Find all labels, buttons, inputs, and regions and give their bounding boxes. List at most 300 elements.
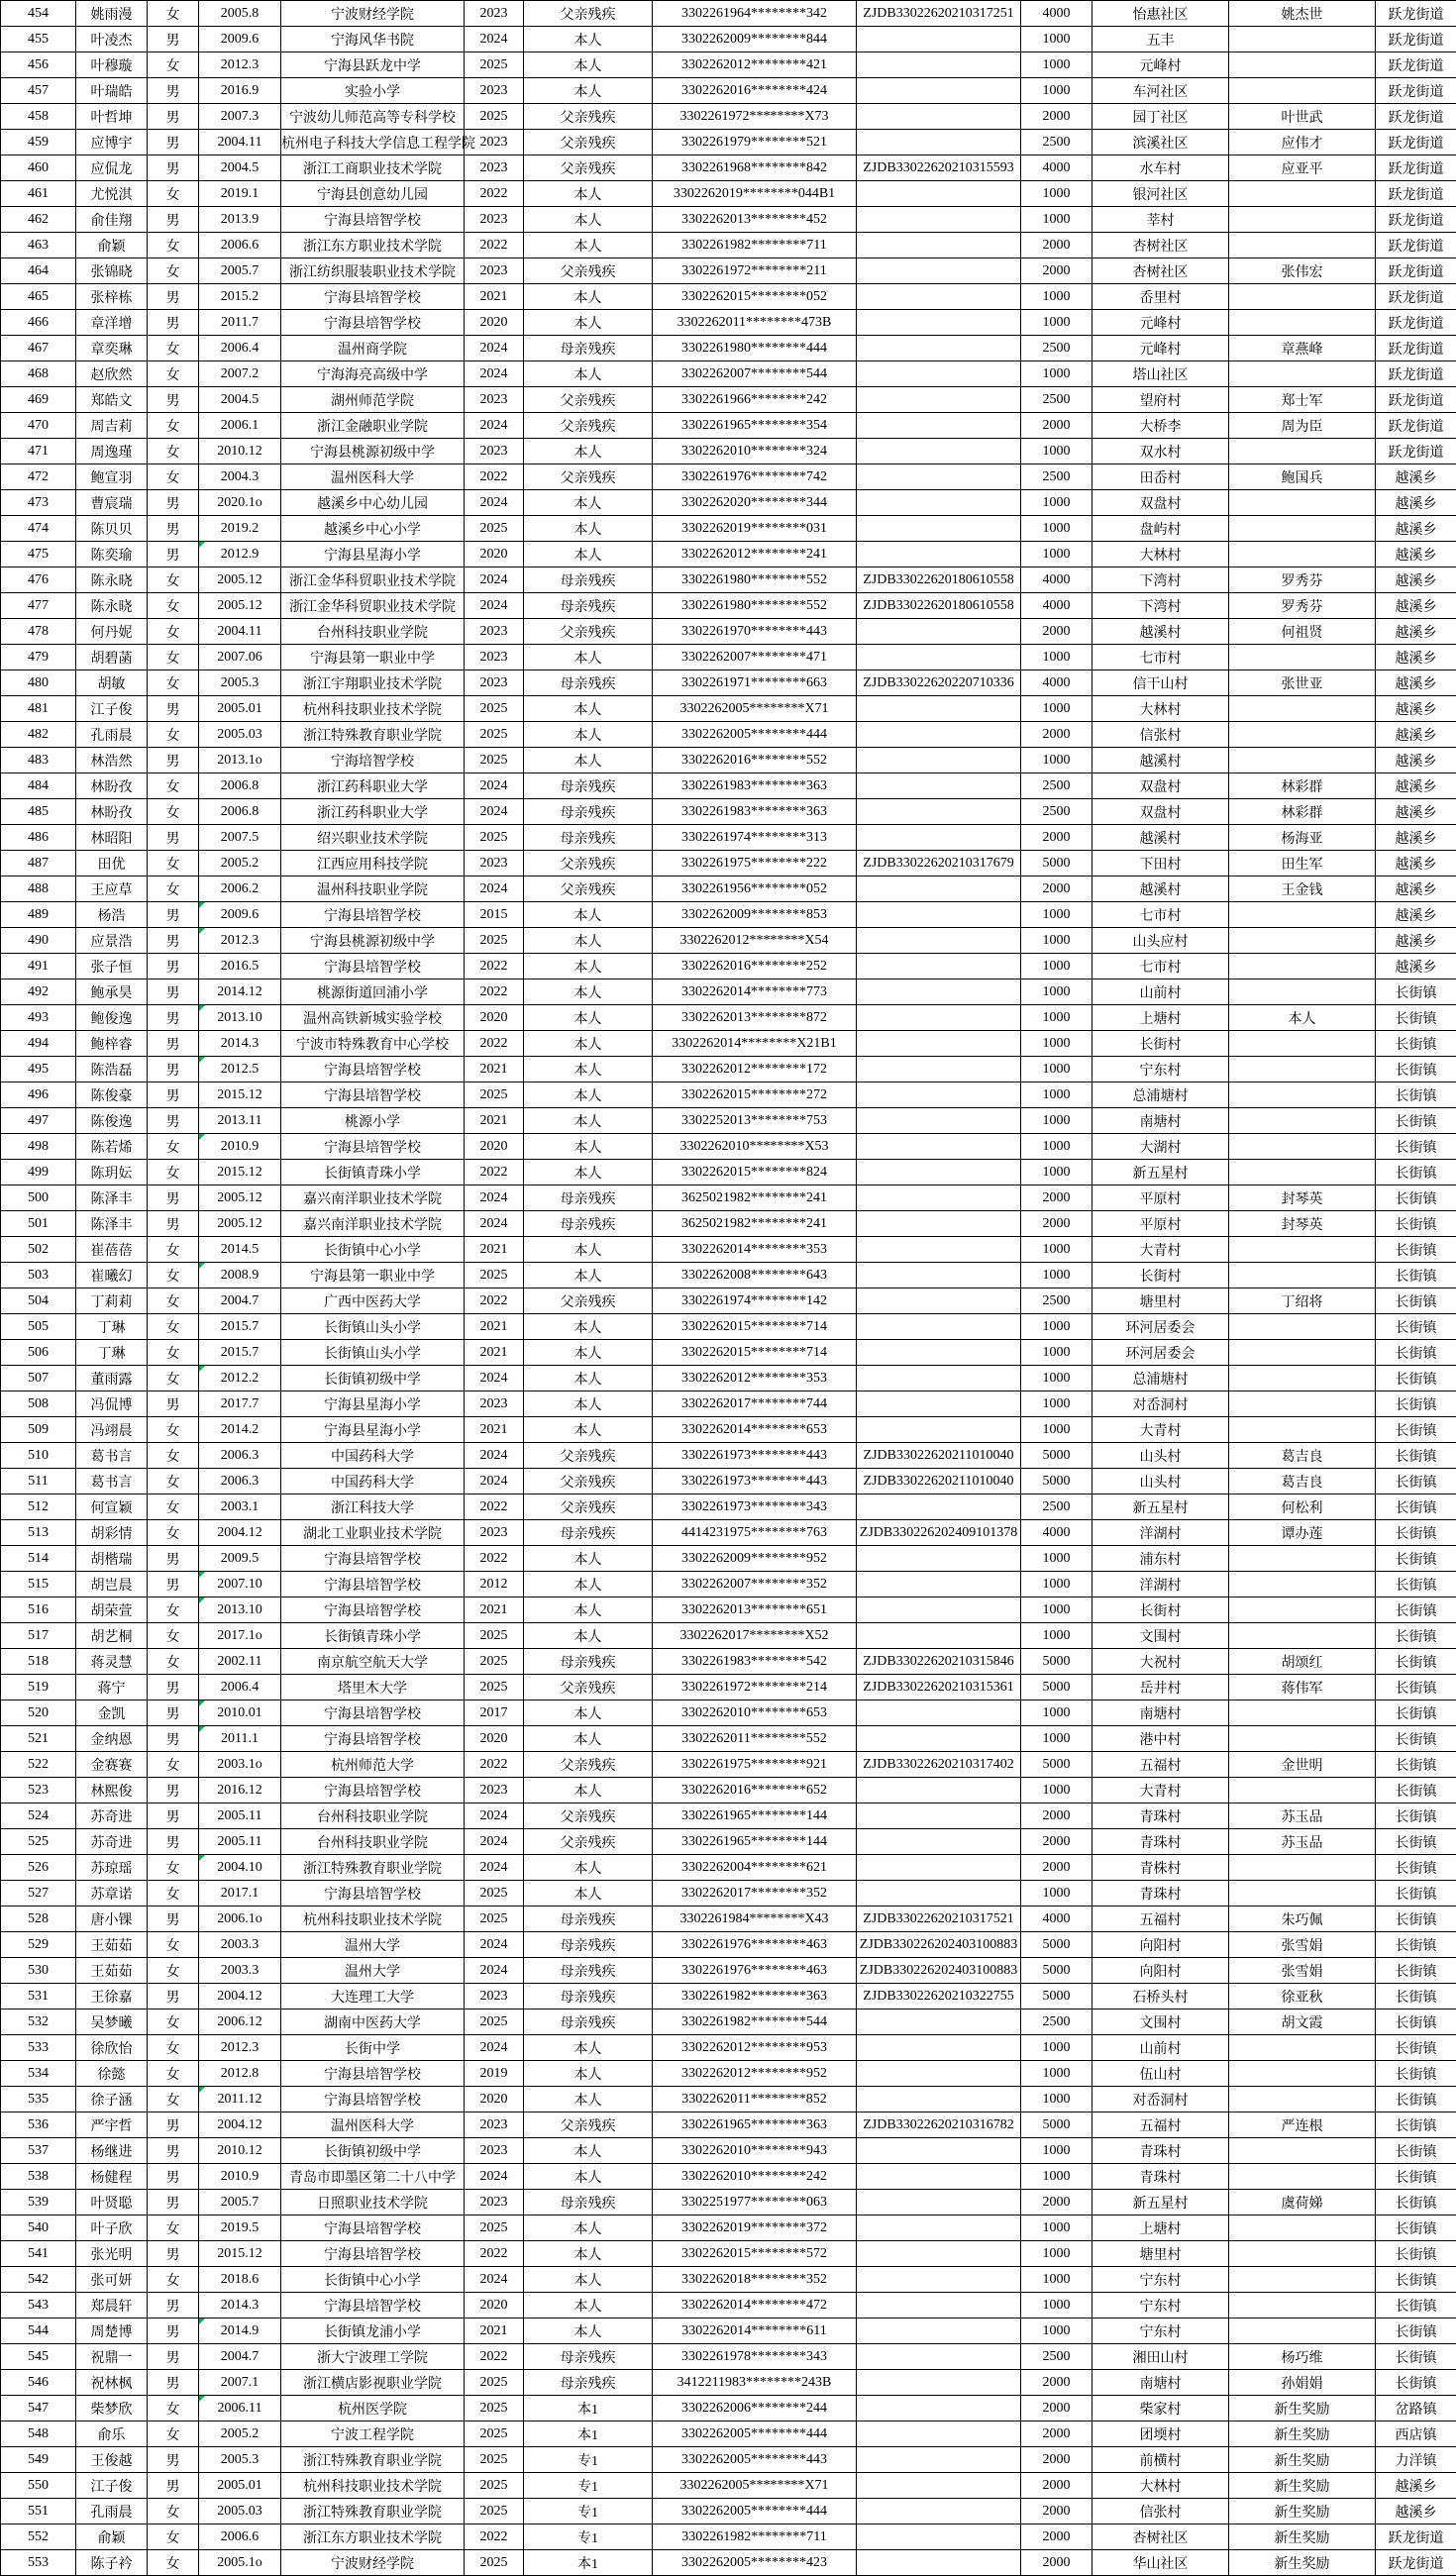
cell-amount[interactable] xyxy=(1021,1057,1092,1082)
cell-birth-date[interactable] xyxy=(199,2344,281,2370)
cell-remark[interactable] xyxy=(1229,2061,1376,2087)
cell-index[interactable] xyxy=(1,1031,76,1057)
cell-index[interactable] xyxy=(1,27,76,52)
cell-name[interactable] xyxy=(76,2524,148,2550)
cell-birth-date[interactable] xyxy=(199,1597,281,1623)
cell-amount[interactable] xyxy=(1021,1675,1092,1700)
cell-village[interactable] xyxy=(1092,1108,1229,1134)
cell-gender[interactable] xyxy=(148,825,199,851)
cell-beneficiary-type[interactable] xyxy=(524,928,653,954)
cell-village[interactable] xyxy=(1092,181,1229,207)
cell-name[interactable] xyxy=(76,1417,148,1443)
cell-gender[interactable] xyxy=(148,670,199,696)
cell-name[interactable] xyxy=(76,1597,148,1623)
cell-birth-date[interactable] xyxy=(199,284,281,310)
cell-birth-date[interactable] xyxy=(199,1752,281,1778)
cell-remark[interactable] xyxy=(1229,2215,1376,2241)
cell-gender[interactable] xyxy=(148,2267,199,2293)
cell-index[interactable] xyxy=(1,155,76,181)
cell-remark[interactable] xyxy=(1229,979,1376,1005)
cell-id-number[interactable] xyxy=(653,336,857,361)
cell-school[interactable] xyxy=(281,1134,465,1160)
cell-amount[interactable] xyxy=(1021,2447,1092,2473)
cell-index[interactable] xyxy=(1,1,76,27)
cell-gender[interactable] xyxy=(148,130,199,155)
cell-amount[interactable] xyxy=(1021,928,1092,954)
cell-index[interactable] xyxy=(1,413,76,439)
cell-township[interactable] xyxy=(1376,1,1456,27)
cell-birth-date[interactable] xyxy=(199,1494,281,1520)
cell-township[interactable] xyxy=(1376,799,1456,825)
cell-beneficiary-type[interactable] xyxy=(524,1237,653,1263)
cell-name[interactable] xyxy=(76,2370,148,2396)
cell-amount[interactable] xyxy=(1021,1649,1092,1675)
cell-beneficiary-type[interactable] xyxy=(524,2318,653,2344)
cell-grant-year[interactable] xyxy=(465,1906,524,1932)
cell-remark[interactable] xyxy=(1229,1494,1376,1520)
cell-name[interactable] xyxy=(76,1984,148,2009)
cell-subsidy-code[interactable] xyxy=(857,722,1021,748)
cell-amount[interactable] xyxy=(1021,1005,1092,1031)
cell-remark[interactable] xyxy=(1229,1417,1376,1443)
cell-gender[interactable] xyxy=(148,490,199,516)
cell-index[interactable] xyxy=(1,2241,76,2267)
cell-gender[interactable] xyxy=(148,1288,199,1314)
cell-subsidy-code[interactable] xyxy=(857,2267,1021,2293)
cell-township[interactable] xyxy=(1376,2473,1456,2499)
cell-id-number[interactable] xyxy=(653,928,857,954)
cell-beneficiary-type[interactable] xyxy=(524,670,653,696)
cell-gender[interactable] xyxy=(148,1469,199,1494)
cell-index[interactable] xyxy=(1,1675,76,1700)
cell-name[interactable] xyxy=(76,2318,148,2344)
cell-grant-year[interactable] xyxy=(465,1932,524,1958)
cell-grant-year[interactable] xyxy=(465,1,524,27)
cell-gender[interactable] xyxy=(148,928,199,954)
cell-index[interactable] xyxy=(1,928,76,954)
cell-id-number[interactable] xyxy=(653,1572,857,1597)
cell-id-number[interactable] xyxy=(653,2061,857,2087)
cell-subsidy-code[interactable] xyxy=(857,567,1021,593)
cell-id-number[interactable] xyxy=(653,233,857,258)
cell-amount[interactable] xyxy=(1021,1932,1092,1958)
cell-amount[interactable] xyxy=(1021,2035,1092,2061)
cell-remark[interactable] xyxy=(1229,1649,1376,1675)
cell-remark[interactable] xyxy=(1229,336,1376,361)
cell-remark[interactable] xyxy=(1229,1829,1376,1855)
cell-village[interactable] xyxy=(1092,2499,1229,2524)
cell-remark[interactable] xyxy=(1229,1108,1376,1134)
cell-id-number[interactable] xyxy=(653,851,857,876)
cell-subsidy-code[interactable] xyxy=(857,1494,1021,1520)
cell-name[interactable] xyxy=(76,52,148,78)
cell-school[interactable] xyxy=(281,542,465,567)
cell-school[interactable] xyxy=(281,902,465,928)
cell-birth-date[interactable] xyxy=(199,361,281,387)
cell-beneficiary-type[interactable] xyxy=(524,1288,653,1314)
cell-remark[interactable] xyxy=(1229,773,1376,799)
cell-township[interactable] xyxy=(1376,2112,1456,2138)
cell-name[interactable] xyxy=(76,542,148,567)
cell-amount[interactable] xyxy=(1021,799,1092,825)
cell-township[interactable] xyxy=(1376,104,1456,130)
cell-name[interactable] xyxy=(76,104,148,130)
cell-name[interactable] xyxy=(76,1,148,27)
cell-remark[interactable] xyxy=(1229,464,1376,490)
cell-birth-date[interactable] xyxy=(199,1675,281,1700)
cell-index[interactable] xyxy=(1,1958,76,1984)
cell-beneficiary-type[interactable] xyxy=(524,876,653,902)
cell-beneficiary-type[interactable] xyxy=(524,696,653,722)
cell-name[interactable] xyxy=(76,979,148,1005)
cell-gender[interactable] xyxy=(148,696,199,722)
cell-gender[interactable] xyxy=(148,387,199,413)
cell-township[interactable] xyxy=(1376,2035,1456,2061)
cell-birth-date[interactable] xyxy=(199,593,281,619)
cell-beneficiary-type[interactable] xyxy=(524,2293,653,2318)
cell-beneficiary-type[interactable] xyxy=(524,619,653,645)
cell-id-number[interactable] xyxy=(653,104,857,130)
cell-school[interactable] xyxy=(281,2035,465,2061)
cell-remark[interactable] xyxy=(1229,825,1376,851)
cell-name[interactable] xyxy=(76,1778,148,1803)
cell-name[interactable] xyxy=(76,2396,148,2421)
cell-id-number[interactable] xyxy=(653,2550,857,2576)
cell-subsidy-code[interactable] xyxy=(857,1649,1021,1675)
cell-township[interactable] xyxy=(1376,130,1456,155)
cell-beneficiary-type[interactable] xyxy=(524,1597,653,1623)
cell-grant-year[interactable] xyxy=(465,851,524,876)
cell-subsidy-code[interactable] xyxy=(857,155,1021,181)
cell-township[interactable] xyxy=(1376,181,1456,207)
cell-school[interactable] xyxy=(281,748,465,773)
cell-id-number[interactable] xyxy=(653,2164,857,2190)
cell-subsidy-code[interactable] xyxy=(857,1237,1021,1263)
cell-amount[interactable] xyxy=(1021,670,1092,696)
cell-village[interactable] xyxy=(1092,2190,1229,2215)
cell-village[interactable] xyxy=(1092,1366,1229,1391)
cell-gender[interactable] xyxy=(148,2061,199,2087)
cell-school[interactable] xyxy=(281,1160,465,1185)
cell-remark[interactable] xyxy=(1229,1469,1376,1494)
cell-township[interactable] xyxy=(1376,1340,1456,1366)
cell-amount[interactable] xyxy=(1021,1752,1092,1778)
cell-remark[interactable] xyxy=(1229,2421,1376,2447)
cell-index[interactable] xyxy=(1,361,76,387)
cell-name[interactable] xyxy=(76,1469,148,1494)
cell-grant-year[interactable] xyxy=(465,1314,524,1340)
cell-subsidy-code[interactable] xyxy=(857,645,1021,670)
cell-id-number[interactable] xyxy=(653,1520,857,1546)
cell-village[interactable] xyxy=(1092,1778,1229,1803)
cell-school[interactable] xyxy=(281,2447,465,2473)
cell-gender[interactable] xyxy=(148,567,199,593)
cell-amount[interactable] xyxy=(1021,1726,1092,1752)
cell-beneficiary-type[interactable] xyxy=(524,1675,653,1700)
cell-amount[interactable] xyxy=(1021,748,1092,773)
cell-amount[interactable] xyxy=(1021,1211,1092,1237)
cell-index[interactable] xyxy=(1,1829,76,1855)
cell-remark[interactable] xyxy=(1229,181,1376,207)
cell-village[interactable] xyxy=(1092,2344,1229,2370)
cell-amount[interactable] xyxy=(1021,1263,1092,1288)
cell-amount[interactable] xyxy=(1021,2215,1092,2241)
cell-village[interactable] xyxy=(1092,567,1229,593)
cell-village[interactable] xyxy=(1092,258,1229,284)
cell-beneficiary-type[interactable] xyxy=(524,2499,653,2524)
cell-gender[interactable] xyxy=(148,1263,199,1288)
cell-grant-year[interactable] xyxy=(465,1288,524,1314)
cell-amount[interactable] xyxy=(1021,1082,1092,1108)
cell-birth-date[interactable] xyxy=(199,2112,281,2138)
cell-subsidy-code[interactable] xyxy=(857,284,1021,310)
cell-township[interactable] xyxy=(1376,722,1456,748)
cell-township[interactable] xyxy=(1376,155,1456,181)
cell-township[interactable] xyxy=(1376,1185,1456,1211)
cell-gender[interactable] xyxy=(148,233,199,258)
cell-birth-date[interactable] xyxy=(199,2061,281,2087)
cell-beneficiary-type[interactable] xyxy=(524,1469,653,1494)
cell-remark[interactable] xyxy=(1229,2550,1376,2576)
cell-township[interactable] xyxy=(1376,1778,1456,1803)
cell-remark[interactable] xyxy=(1229,1881,1376,1906)
cell-school[interactable] xyxy=(281,1417,465,1443)
cell-index[interactable] xyxy=(1,1520,76,1546)
cell-school[interactable] xyxy=(281,361,465,387)
cell-remark[interactable] xyxy=(1229,413,1376,439)
cell-beneficiary-type[interactable] xyxy=(524,2035,653,2061)
cell-township[interactable] xyxy=(1376,2267,1456,2293)
cell-birth-date[interactable] xyxy=(199,2035,281,2061)
cell-school[interactable] xyxy=(281,2524,465,2550)
cell-birth-date[interactable] xyxy=(199,1984,281,2009)
cell-gender[interactable] xyxy=(148,2009,199,2035)
cell-subsidy-code[interactable] xyxy=(857,2447,1021,2473)
cell-amount[interactable] xyxy=(1021,876,1092,902)
cell-gender[interactable] xyxy=(148,851,199,876)
cell-remark[interactable] xyxy=(1229,1211,1376,1237)
cell-birth-date[interactable] xyxy=(199,2550,281,2576)
cell-remark[interactable] xyxy=(1229,2447,1376,2473)
cell-grant-year[interactable] xyxy=(465,1623,524,1649)
cell-name[interactable] xyxy=(76,696,148,722)
cell-name[interactable] xyxy=(76,1160,148,1185)
cell-id-number[interactable] xyxy=(653,2396,857,2421)
cell-name[interactable] xyxy=(76,207,148,233)
cell-school[interactable] xyxy=(281,2164,465,2190)
cell-grant-year[interactable] xyxy=(465,1134,524,1160)
cell-beneficiary-type[interactable] xyxy=(524,52,653,78)
cell-township[interactable] xyxy=(1376,1572,1456,1597)
cell-remark[interactable] xyxy=(1229,130,1376,155)
cell-amount[interactable] xyxy=(1021,1160,1092,1185)
cell-school[interactable] xyxy=(281,2138,465,2164)
cell-grant-year[interactable] xyxy=(465,52,524,78)
cell-birth-date[interactable] xyxy=(199,2318,281,2344)
cell-township[interactable] xyxy=(1376,928,1456,954)
cell-id-number[interactable] xyxy=(653,464,857,490)
cell-school[interactable] xyxy=(281,27,465,52)
cell-subsidy-code[interactable] xyxy=(857,1803,1021,1829)
cell-gender[interactable] xyxy=(148,1340,199,1366)
cell-remark[interactable] xyxy=(1229,1237,1376,1263)
cell-amount[interactable] xyxy=(1021,1906,1092,1932)
cell-grant-year[interactable] xyxy=(465,2215,524,2241)
cell-beneficiary-type[interactable] xyxy=(524,1,653,27)
cell-school[interactable] xyxy=(281,1649,465,1675)
cell-beneficiary-type[interactable] xyxy=(524,130,653,155)
cell-birth-date[interactable] xyxy=(199,1031,281,1057)
cell-school[interactable] xyxy=(281,593,465,619)
cell-township[interactable] xyxy=(1376,413,1456,439)
cell-grant-year[interactable] xyxy=(465,645,524,670)
cell-beneficiary-type[interactable] xyxy=(524,490,653,516)
cell-id-number[interactable] xyxy=(653,1211,857,1237)
cell-name[interactable] xyxy=(76,130,148,155)
cell-birth-date[interactable] xyxy=(199,851,281,876)
cell-beneficiary-type[interactable] xyxy=(524,2396,653,2421)
cell-village[interactable] xyxy=(1092,52,1229,78)
cell-index[interactable] xyxy=(1,104,76,130)
cell-beneficiary-type[interactable] xyxy=(524,2524,653,2550)
cell-subsidy-code[interactable] xyxy=(857,1829,1021,1855)
cell-beneficiary-type[interactable] xyxy=(524,1031,653,1057)
cell-subsidy-code[interactable] xyxy=(857,1108,1021,1134)
cell-name[interactable] xyxy=(76,1958,148,1984)
cell-beneficiary-type[interactable] xyxy=(524,1829,653,1855)
cell-gender[interactable] xyxy=(148,361,199,387)
cell-index[interactable] xyxy=(1,1803,76,1829)
cell-birth-date[interactable] xyxy=(199,1366,281,1391)
cell-index[interactable] xyxy=(1,619,76,645)
cell-gender[interactable] xyxy=(148,310,199,336)
cell-gender[interactable] xyxy=(148,1211,199,1237)
cell-village[interactable] xyxy=(1092,1520,1229,1546)
cell-index[interactable] xyxy=(1,1443,76,1469)
cell-name[interactable] xyxy=(76,722,148,748)
cell-subsidy-code[interactable] xyxy=(857,979,1021,1005)
cell-beneficiary-type[interactable] xyxy=(524,851,653,876)
cell-village[interactable] xyxy=(1092,1546,1229,1572)
cell-name[interactable] xyxy=(76,1881,148,1906)
cell-grant-year[interactable] xyxy=(465,413,524,439)
cell-remark[interactable] xyxy=(1229,233,1376,258)
cell-amount[interactable] xyxy=(1021,1,1092,27)
cell-beneficiary-type[interactable] xyxy=(524,1520,653,1546)
cell-school[interactable] xyxy=(281,1752,465,1778)
cell-village[interactable] xyxy=(1092,464,1229,490)
cell-school[interactable] xyxy=(281,207,465,233)
cell-school[interactable] xyxy=(281,928,465,954)
cell-township[interactable] xyxy=(1376,2190,1456,2215)
cell-index[interactable] xyxy=(1,336,76,361)
cell-beneficiary-type[interactable] xyxy=(524,2550,653,2576)
cell-school[interactable] xyxy=(281,1211,465,1237)
cell-beneficiary-type[interactable] xyxy=(524,722,653,748)
cell-village[interactable] xyxy=(1092,439,1229,464)
cell-grant-year[interactable] xyxy=(465,2138,524,2164)
cell-grant-year[interactable] xyxy=(465,2164,524,2190)
cell-township[interactable] xyxy=(1376,1237,1456,1263)
cell-township[interactable] xyxy=(1376,336,1456,361)
cell-remark[interactable] xyxy=(1229,52,1376,78)
cell-village[interactable] xyxy=(1092,361,1229,387)
cell-gender[interactable] xyxy=(148,1855,199,1881)
cell-id-number[interactable] xyxy=(653,1649,857,1675)
cell-school[interactable] xyxy=(281,1340,465,1366)
cell-id-number[interactable] xyxy=(653,645,857,670)
cell-subsidy-code[interactable] xyxy=(857,2164,1021,2190)
cell-school[interactable] xyxy=(281,1185,465,1211)
cell-gender[interactable] xyxy=(148,1417,199,1443)
cell-township[interactable] xyxy=(1376,387,1456,413)
cell-id-number[interactable] xyxy=(653,1726,857,1752)
cell-remark[interactable] xyxy=(1229,78,1376,104)
cell-birth-date[interactable] xyxy=(199,645,281,670)
cell-index[interactable] xyxy=(1,542,76,567)
cell-beneficiary-type[interactable] xyxy=(524,1108,653,1134)
cell-id-number[interactable] xyxy=(653,1108,857,1134)
cell-subsidy-code[interactable] xyxy=(857,876,1021,902)
cell-birth-date[interactable] xyxy=(199,1803,281,1829)
cell-birth-date[interactable] xyxy=(199,490,281,516)
cell-school[interactable] xyxy=(281,1829,465,1855)
cell-grant-year[interactable] xyxy=(465,2344,524,2370)
cell-township[interactable] xyxy=(1376,516,1456,542)
cell-name[interactable] xyxy=(76,1005,148,1031)
cell-name[interactable] xyxy=(76,258,148,284)
cell-name[interactable] xyxy=(76,1752,148,1778)
cell-remark[interactable] xyxy=(1229,645,1376,670)
cell-index[interactable] xyxy=(1,1469,76,1494)
cell-amount[interactable] xyxy=(1021,722,1092,748)
cell-village[interactable] xyxy=(1092,1288,1229,1314)
cell-village[interactable] xyxy=(1092,2267,1229,2293)
cell-grant-year[interactable] xyxy=(465,207,524,233)
cell-gender[interactable] xyxy=(148,1700,199,1726)
cell-name[interactable] xyxy=(76,2087,148,2112)
cell-index[interactable] xyxy=(1,748,76,773)
cell-amount[interactable] xyxy=(1021,619,1092,645)
cell-remark[interactable] xyxy=(1229,1366,1376,1391)
cell-village[interactable] xyxy=(1092,104,1229,130)
cell-township[interactable] xyxy=(1376,2138,1456,2164)
cell-id-number[interactable] xyxy=(653,27,857,52)
cell-birth-date[interactable] xyxy=(199,1855,281,1881)
cell-township[interactable] xyxy=(1376,1108,1456,1134)
cell-village[interactable] xyxy=(1092,413,1229,439)
cell-township[interactable] xyxy=(1376,439,1456,464)
cell-amount[interactable] xyxy=(1021,181,1092,207)
cell-amount[interactable] xyxy=(1021,1031,1092,1057)
cell-id-number[interactable] xyxy=(653,1623,857,1649)
cell-subsidy-code[interactable] xyxy=(857,593,1021,619)
cell-village[interactable] xyxy=(1092,2087,1229,2112)
cell-remark[interactable] xyxy=(1229,722,1376,748)
cell-grant-year[interactable] xyxy=(465,619,524,645)
cell-subsidy-code[interactable] xyxy=(857,2318,1021,2344)
cell-amount[interactable] xyxy=(1021,1520,1092,1546)
cell-township[interactable] xyxy=(1376,696,1456,722)
cell-index[interactable] xyxy=(1,670,76,696)
cell-birth-date[interactable] xyxy=(199,1,281,27)
cell-index[interactable] xyxy=(1,1546,76,1572)
cell-remark[interactable] xyxy=(1229,104,1376,130)
cell-village[interactable] xyxy=(1092,2318,1229,2344)
cell-name[interactable] xyxy=(76,2138,148,2164)
cell-grant-year[interactable] xyxy=(465,1520,524,1546)
cell-beneficiary-type[interactable] xyxy=(524,1057,653,1082)
